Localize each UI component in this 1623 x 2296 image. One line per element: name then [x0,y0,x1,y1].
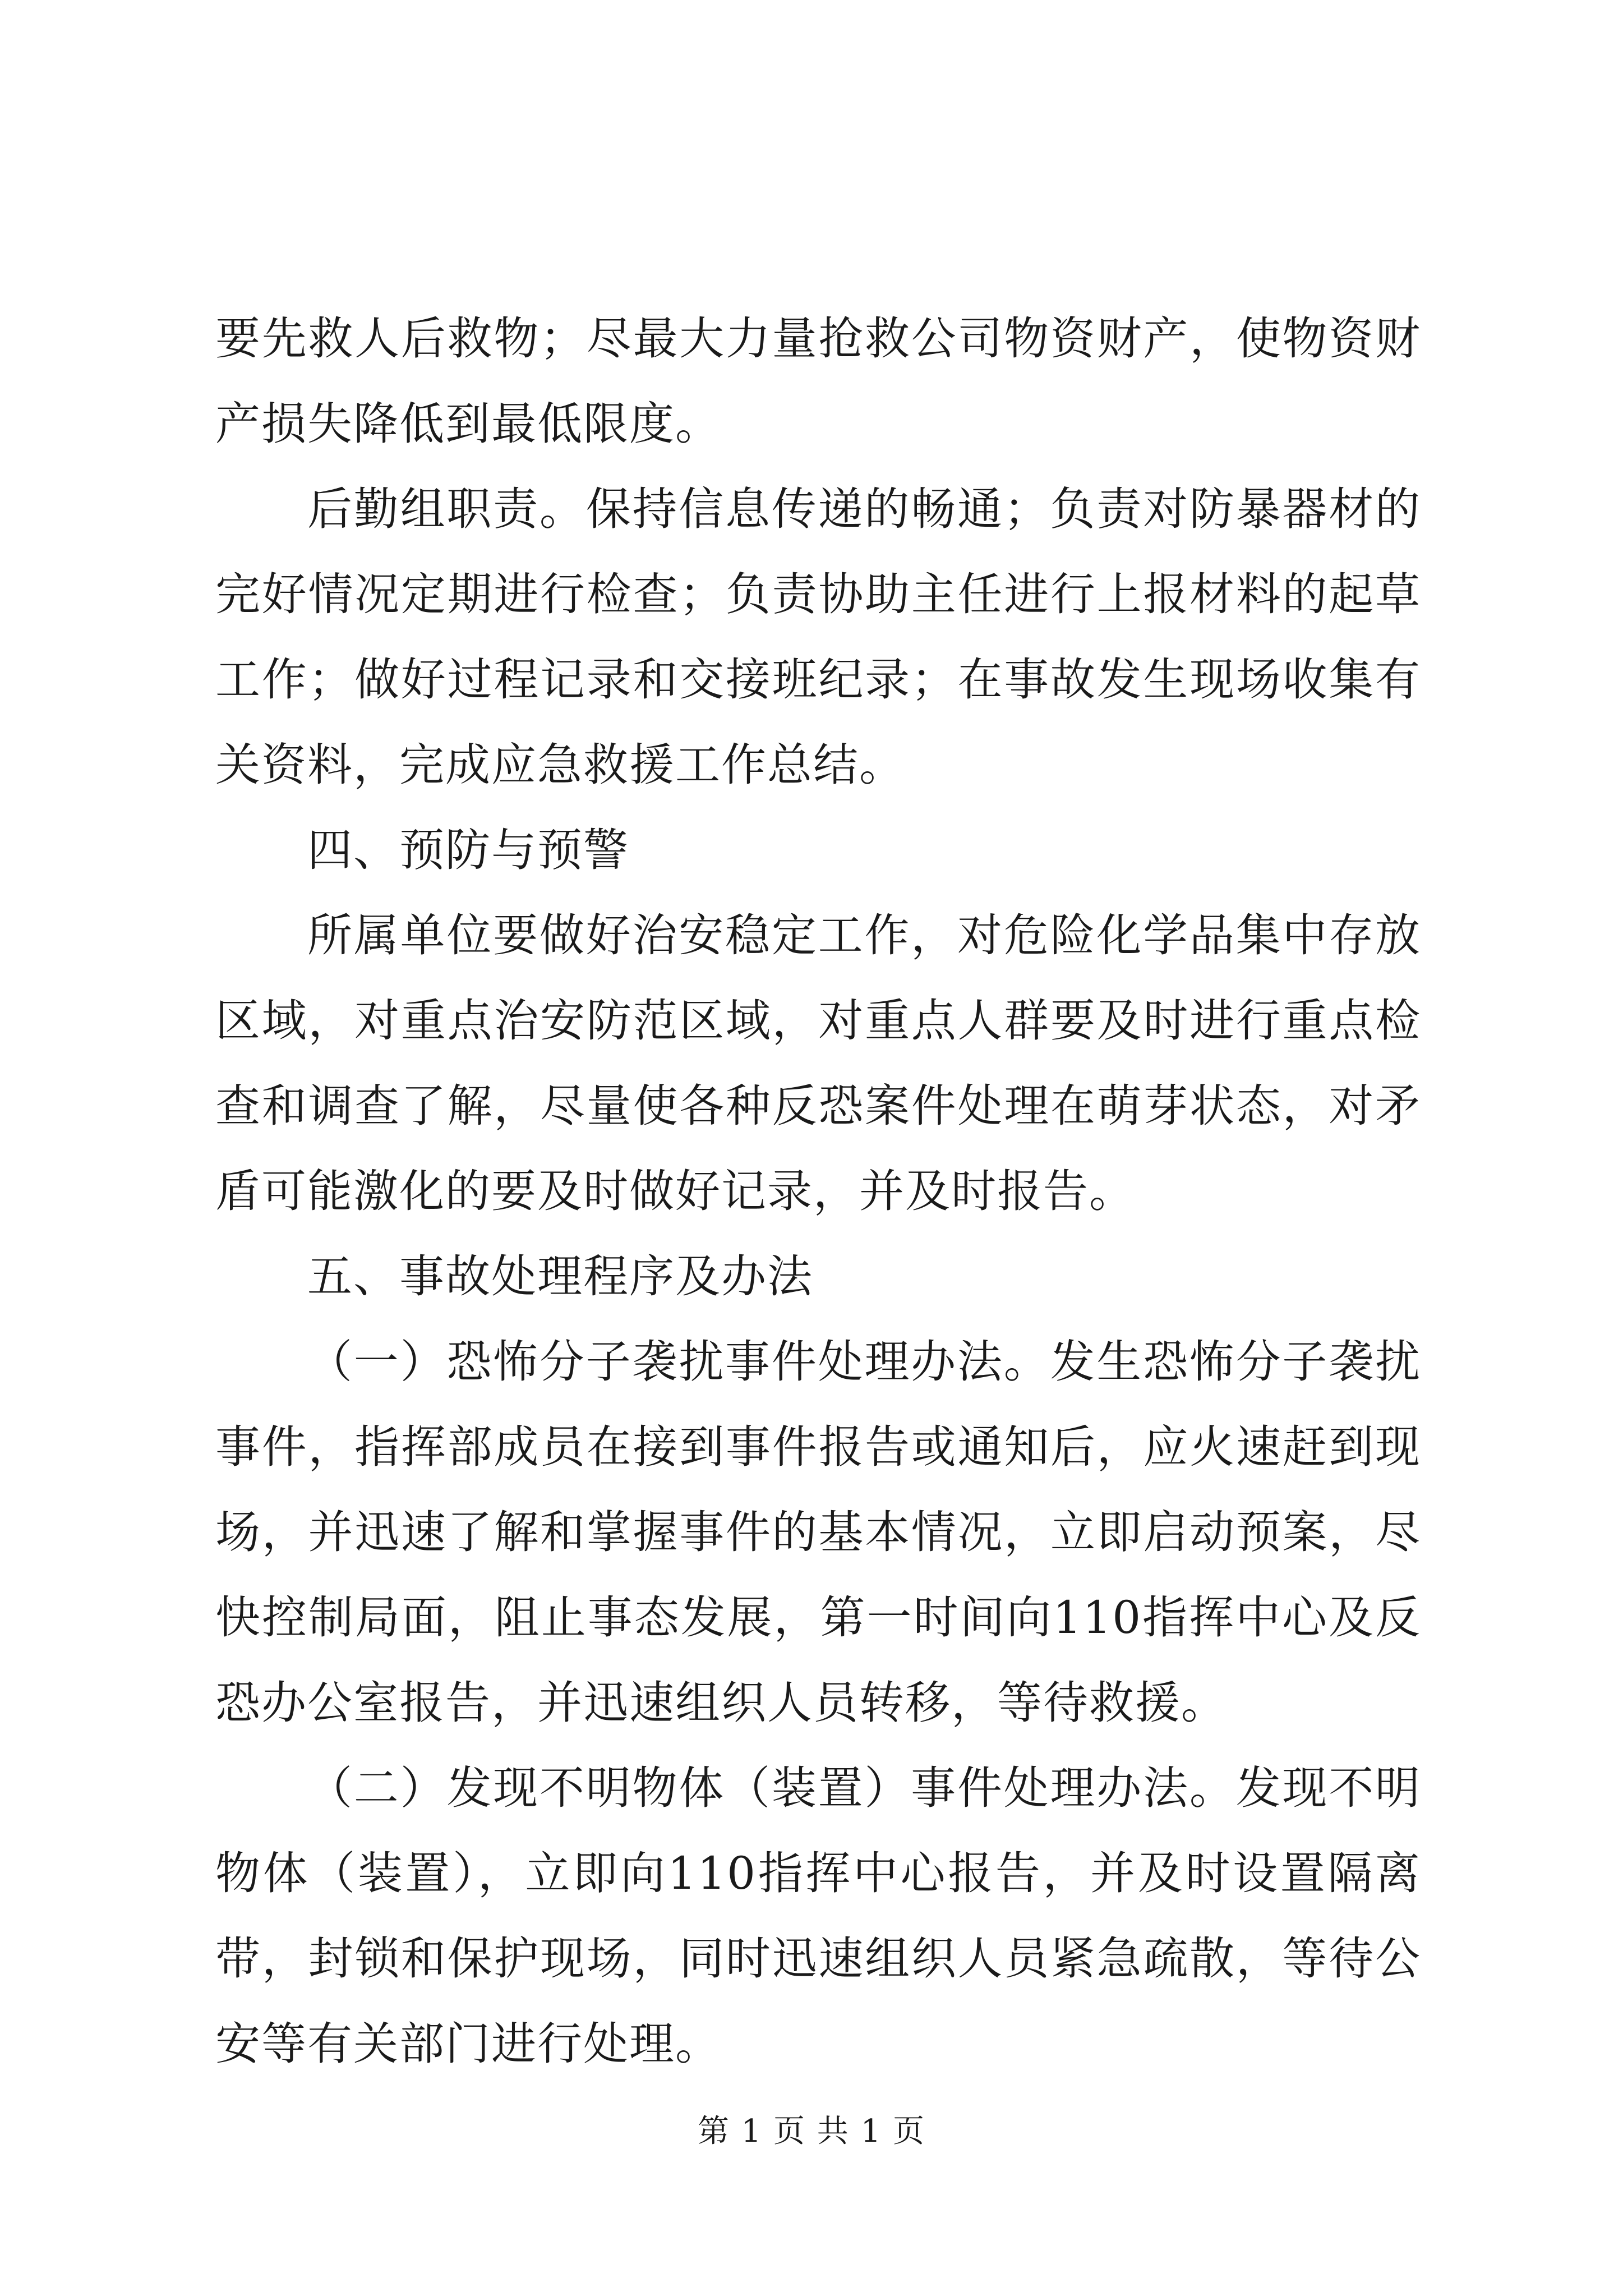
section-heading-procedures: 五、事故处理程序及办法 [307,1250,813,1303]
document-body [215,296,1421,2087]
paragraph-unknown-object: （二）发现不明物体（装置）事件处理办法。发现不明物体（装置），立即向110指挥中心报告，并及时设置隔离带，封锁和保护现场，同时迅速组织人员紧急疏散，等待公安等有关部门进行处理。 [215,1762,1421,2070]
paragraph-rescue-continued: 要先救人后救物；尽最大力量抢救公司物资财产，使物资财产损失降低到最低限度。 [215,312,1421,450]
paragraph-prevention: 所属单位要做好治安稳定工作，对危险化学品集中存放区域，对重点治安防范区域，对重点人群要及时进行重点检查和调查了解，尽量使各种反恐案件处理在萌芽状态，对矛盾可能激化的要及时做好记录，并及时报告。 [215,909,1421,1217]
page-footer: 第 1 页 共 1 页 [697,2113,926,2150]
paragraph-logistics-duties: 后勤组职责。保持信息传递的畅通；负责对防暴器材的完好情况定期进行检查；负责协助主任进行上报材料的起草工作；做好过程记录和交接班纪录；在事故发生现场收集有关资料，完成应急救援工作总结。 [215,483,1421,791]
section-heading-prevention: 四、预防与预警 [307,824,629,876]
paragraph-terrorist-incident: （一）恐怖分子袭扰事件处理办法。发生恐怖分子袭扰事件，指挥部成员在接到事件报告或通知后，应火速赶到现场，并迅速了解和掌握事件的基本情况，立即启动预案，尽快控制局面，阻止事态发展，第一时间向110指挥中心及反恐办公室报告，并迅速组织人员转移，等待救援。 [215,1336,1421,1729]
